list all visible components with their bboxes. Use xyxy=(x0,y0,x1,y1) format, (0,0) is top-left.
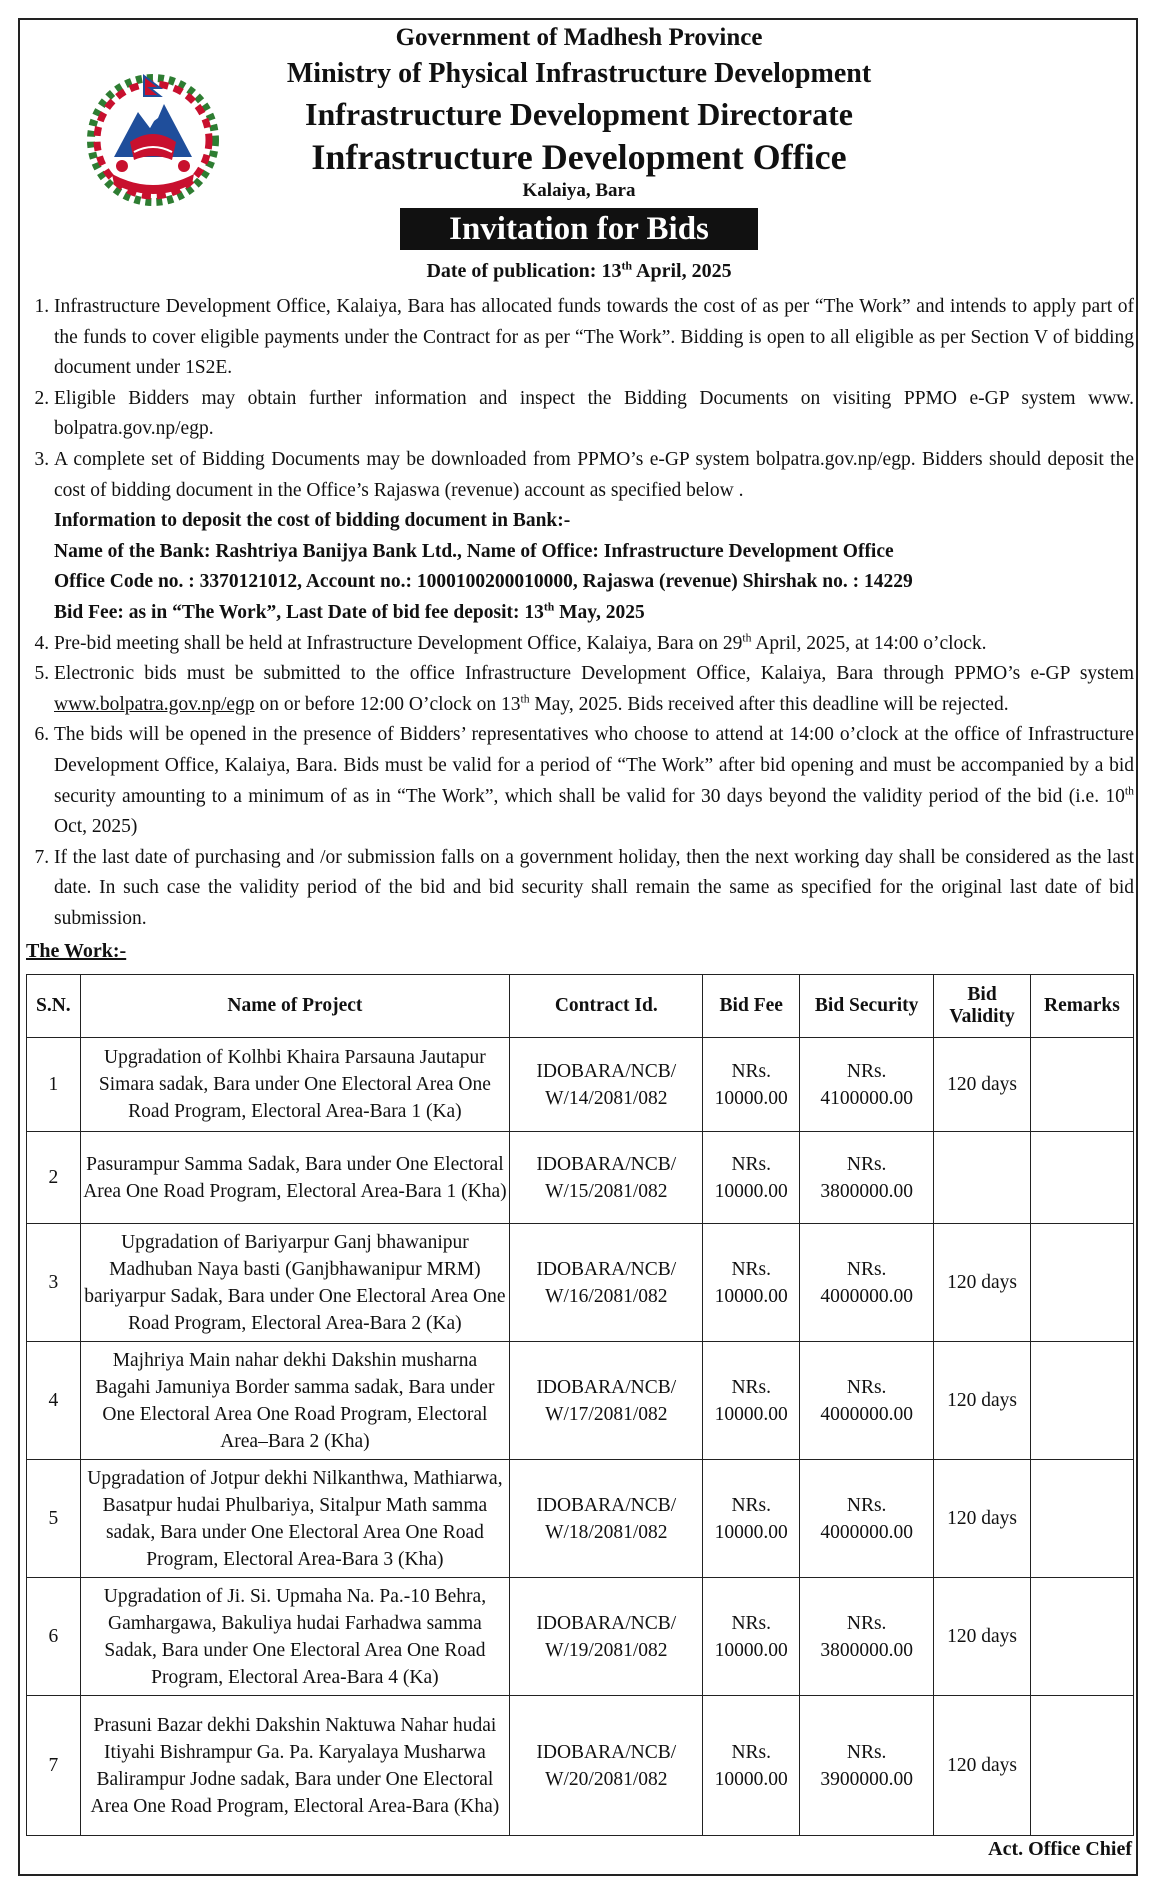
header-contract: Contract Id. xyxy=(510,975,703,1038)
cell-contract: IDOBARA/NCB/ W/17/2081/082 xyxy=(510,1342,703,1460)
works-table xyxy=(26,974,1134,1836)
table-row xyxy=(27,1132,1134,1224)
cell-validity xyxy=(934,1132,1031,1224)
cell-fee: NRs. 10000.00 xyxy=(703,1696,800,1836)
clause-6: 6. The bids will be opened in the presence of Bidders’ representatives who choose to attend at 14:00 o’clock at the office of Infrastructure Development Office, Kalaiya, Bara. Bids must be valid for a period of “The Work” after bid opening and must be accompanied by a bid security amounting to a minimum of as in “The Work”, which shall be valid for 30 days beyond the validity period of the bid (i.e. 10th Oct, 2025) xyxy=(54,720,1134,842)
cell-contract: IDOBARA/NCB/ W/20/2081/082 xyxy=(510,1696,703,1836)
cell-remarks xyxy=(1030,1224,1133,1342)
header-fee: Bid Fee xyxy=(703,975,800,1038)
cell-sn: 7 xyxy=(27,1696,81,1836)
cell-sn: 5 xyxy=(27,1460,81,1578)
table-row xyxy=(27,1342,1134,1460)
publication-date: Date of publication: 13th April, 2025 xyxy=(426,258,732,282)
cell-name: Majhriya Main nahar dekhi Dakshin musharna Bagahi Jamuniya Border samma sadak, Bara under One Electoral Area One Road Program, Electoral Area–Bara 2 (Kha) xyxy=(80,1342,509,1460)
cell-contract: IDOBARA/NCB/ W/19/2081/082 xyxy=(510,1578,703,1696)
header-security: Bid Security xyxy=(800,975,934,1038)
cell-sn: 4 xyxy=(27,1342,81,1460)
cell-remarks xyxy=(1030,1696,1133,1836)
table-row xyxy=(27,1224,1134,1342)
header-validity: Bid Validity xyxy=(934,975,1031,1038)
cell-security: NRs. 4100000.00 xyxy=(800,1038,934,1132)
clause-2: 2. Eligible Bidders may obtain further information and inspect the Bidding Documents on visiting PPMO e-GP system www. bolpatra.gov.np/egp. xyxy=(54,384,1134,445)
cell-fee: NRs. 10000.00 xyxy=(703,1460,800,1578)
cell-security: NRs. 4000000.00 xyxy=(800,1342,934,1460)
table-row xyxy=(27,1578,1134,1696)
header-remarks: Remarks xyxy=(1030,975,1133,1038)
cell-sn: 3 xyxy=(27,1224,81,1342)
ministry-line: Ministry of Physical Infrastructure Development xyxy=(286,58,872,89)
cell-contract: IDOBARA/NCB/ W/15/2081/082 xyxy=(510,1132,703,1224)
location-line: Kalaiya, Bara xyxy=(522,180,636,201)
cell-fee: NRs. 10000.00 xyxy=(703,1224,800,1342)
cell-name: Upgradation of Bariyarpur Ganj bhawanipur Madhuban Naya basti (Ganjbhawanipur MRM) bariyarpur Sadak, Bara under One Electoral Area One Road Program, Electoral Area-Bara 2 (Ka) xyxy=(80,1224,509,1342)
clause-1: 1. Infrastructure Development Office, Kalaiya, Bara has allocated funds towards the cost of as per “The Work” and intends to apply part of the funds to cover eligible payments under the Contract for as per “The Work”. Bidding is open to all eligible as per Section V of bidding document under 1S2E. xyxy=(54,292,1134,384)
cell-fee: NRs. 10000.00 xyxy=(703,1132,800,1224)
cell-name: Upgradation of Ji. Si. Upmaha Na. Pa.-10 Behra, Gamhargawa, Bakuliya hudai Farhadwa samma Sadak, Bara under One Electoral Area One Road Program, Electoral Area-Bara 4 (Ka) xyxy=(80,1578,509,1696)
cell-fee: NRs. 10000.00 xyxy=(703,1038,800,1132)
clause-5: 5. Electronic bids must be submitted to the office Infrastructure Development Office, Kalaiya, Bara through PPMO’s e-GP system www.bolpatra.gov.np/egp on or before 12:00 O’clock on 13th May, 2025. Bids received after this deadline will be rejected. xyxy=(54,659,1134,720)
header-name: Name of Project xyxy=(80,975,509,1038)
cell-validity: 120 days xyxy=(934,1224,1031,1342)
cell-security: NRs. 4000000.00 xyxy=(800,1224,934,1342)
cell-contract: IDOBARA/NCB/ W/14/2081/082 xyxy=(510,1038,703,1132)
cell-sn: 6 xyxy=(27,1578,81,1696)
table-header-row xyxy=(27,975,1134,1038)
cell-security: NRs. 3800000.00 xyxy=(800,1132,934,1224)
cell-validity: 120 days xyxy=(934,1696,1031,1836)
table-row xyxy=(27,1038,1134,1132)
bank-codes: Office Code no. : 3370121012, Account no.: 1000100200010000, Rajaswa (revenue) Shirshak no. : 14229 xyxy=(54,571,913,593)
egp-link[interactable]: www.bolpatra.gov.np/egp xyxy=(54,693,255,715)
cell-remarks xyxy=(1030,1342,1133,1460)
office-line: Infrastructure Development Office xyxy=(311,137,847,177)
cell-validity: 120 days xyxy=(934,1038,1031,1132)
cell-remarks xyxy=(1030,1578,1133,1696)
cell-fee: NRs. 10000.00 xyxy=(703,1578,800,1696)
cell-fee: NRs. 10000.00 xyxy=(703,1342,800,1460)
cell-name: Pasurampur Samma Sadak, Bara under One Electoral Area One Road Program, Electoral Area-Bara 1 (Kha) xyxy=(80,1132,509,1224)
signatory: Act. Office Chief xyxy=(988,1838,1132,1860)
page-title: Invitation for Bids xyxy=(400,208,758,250)
cell-validity: 120 days xyxy=(934,1460,1031,1578)
clause-3: 3. A complete set of Bidding Documents may be downloaded from PPMO’s e-GP system bolpatra.gov.np/egp. Bidders should deposit the cost of bidding document in the Office’s Rajaswa (revenue) account as specified below . Information to deposit the cost of bidding document in Bank:- Name of the Bank: Rashtriya Banijya Bank Ltd., Name of Office: Infrastructure Development Office Office Code no. : 3370121012, Account no.: 1000100200010000, Rajaswa (revenue) Shirshak no. : 14229 Bid Fee: as in “The Work”, Last Date of bid fee deposit: 13th May, 2025 xyxy=(54,445,1134,629)
cell-security: NRs. 4000000.00 xyxy=(800,1460,934,1578)
cell-remarks xyxy=(1030,1132,1133,1224)
header-sn: S.N. xyxy=(27,975,81,1038)
cell-name: Upgradation of Kolhbi Khaira Parsauna Jautapur Simara sadak, Bara under One Electoral Area One Road Program, Electoral Area-Bara 1 (Ka) xyxy=(80,1038,509,1132)
bank-name: Name of the Bank: Rashtriya Banijya Bank Ltd., Name of Office: Infrastructure Development Office xyxy=(54,540,894,562)
table-row xyxy=(27,1460,1134,1578)
bid-fee-deadline: Bid Fee: as in “The Work”, Last Date of bid fee deposit: 13th May, 2025 xyxy=(54,600,645,623)
cell-security: NRs. 3900000.00 xyxy=(800,1696,934,1836)
cell-name: Upgradation of Jotpur dekhi Nilkanthwa, Mathiarwa, Basatpur hudai Phulbariya, Sitalpur Math samma sadak, Bara under One Electoral Area One Road Program, Electoral Area-Bara 3 (Kha) xyxy=(80,1460,509,1578)
bank-info-title: Information to deposit the cost of bidding document in Bank:- xyxy=(54,510,571,532)
cell-name: Prasuni Bazar dekhi Dakshin Naktuwa Nahar hudai Itiyahi Bishrampur Ga. Pa. Karyalaya Musharwa Balirampur Jodne sadak, Bara under One Electoral Area One Road Program, Electoral Area-Bara (Kha) xyxy=(80,1696,509,1836)
table-row xyxy=(27,1696,1134,1836)
cell-remarks xyxy=(1030,1460,1133,1578)
cell-validity: 120 days xyxy=(934,1578,1031,1696)
cell-contract: IDOBARA/NCB/ W/16/2081/082 xyxy=(510,1224,703,1342)
cell-sn: 1 xyxy=(27,1038,81,1132)
clause-7: 7. If the last date of purchasing and /or submission falls on a government holiday, then the next working day shall be considered as the last date. In such case the validity period of the bid and bid security shall remain the same as specified for the original last date of bid submission. xyxy=(54,843,1134,935)
government-line: Government of Madhesh Province xyxy=(395,24,763,51)
cell-sn: 2 xyxy=(27,1132,81,1224)
cell-contract: IDOBARA/NCB/ W/18/2081/082 xyxy=(510,1460,703,1578)
directorate-line: Infrastructure Development Directorate xyxy=(305,96,853,132)
cell-validity: 120 days xyxy=(934,1342,1031,1460)
cell-security: NRs. 3800000.00 xyxy=(800,1578,934,1696)
cell-remarks xyxy=(1030,1038,1133,1132)
bid-clauses xyxy=(24,292,1134,934)
work-section-label: The Work:- xyxy=(26,940,127,962)
clause-4: 4. Pre-bid meeting shall be held at Infrastructure Development Office, Kalaiya, Bara on 29th April, 2025, at 14:00 o’clock. xyxy=(54,629,1134,660)
